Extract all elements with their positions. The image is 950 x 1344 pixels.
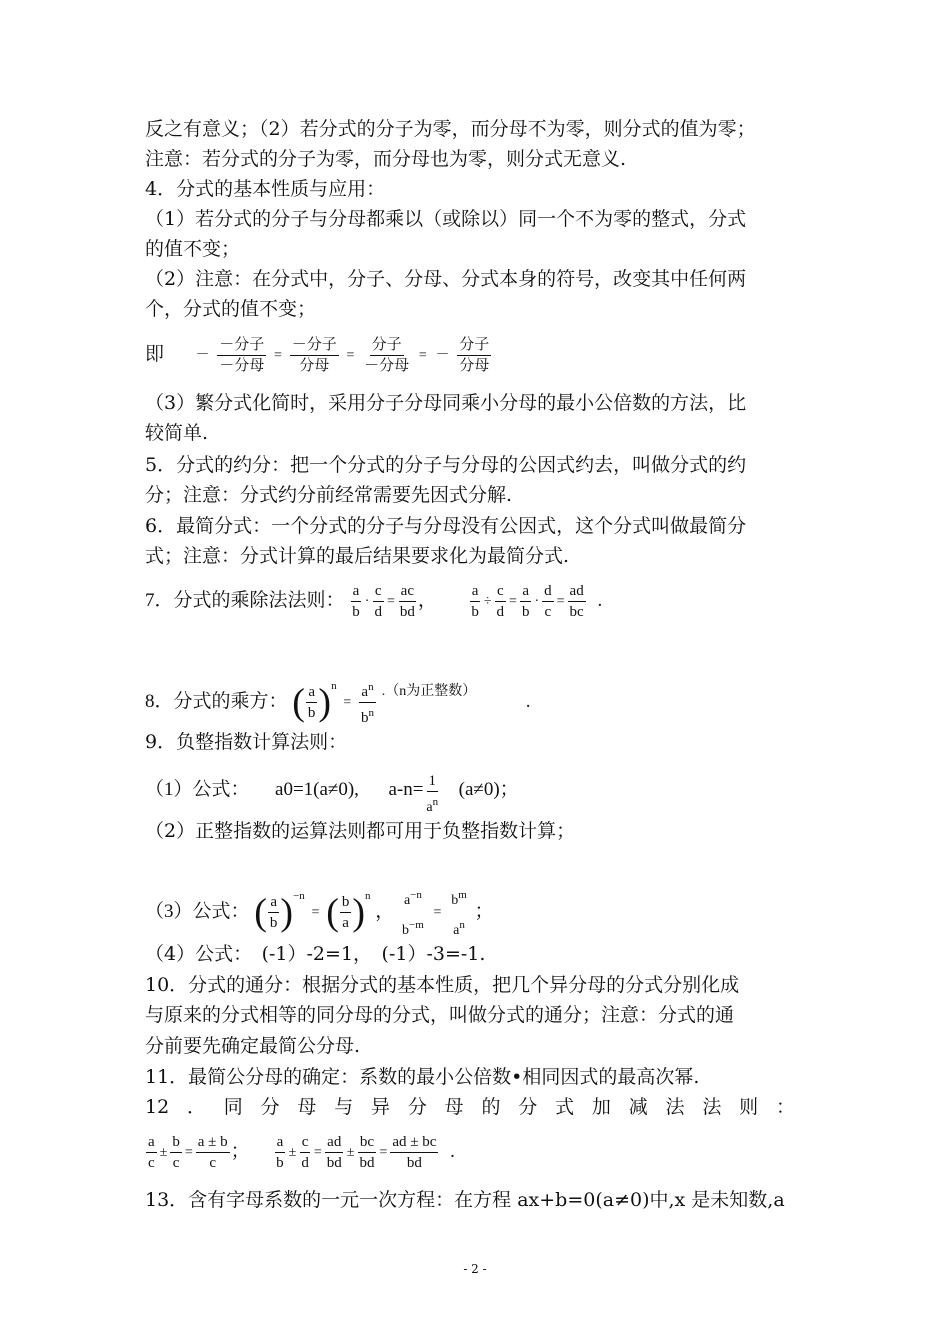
fraction: $\frac{a}{b}$ bbox=[276, 1134, 284, 1172]
text-line: （2）正整指数的运算法则都可用于负整指数计算； bbox=[145, 820, 576, 842]
fraction: $a^{-n}$ $b^{-m}$ bbox=[402, 888, 424, 938]
text-line: （3）繁分式化简时，采用分子分母同乘小分母的最小公倍数的方法，比 bbox=[145, 392, 747, 414]
text-line: 13．含有字母系数的一元一次方程：在方程 ax+b=0(a≠0)中,x 是未知数,a bbox=[145, 1189, 785, 1211]
neg-exponent-formula-3: （3）公式： ( $\frac{a}{b}$ )$^{-n}$ = ( $\frac{b}{a}$ )$^n$ ， $a^{-n}$ $b^{-m}$ = $b^m$ $a^n$ ； bbox=[145, 866, 805, 943]
text-line: 个，分式的值不变； bbox=[145, 298, 317, 320]
fraction: $\frac{d}{c}$ bbox=[544, 583, 552, 621]
rule-label: 8．分式的乘方： bbox=[145, 691, 288, 712]
fraction: $\frac{ac}{bd}$ bbox=[399, 583, 415, 621]
fraction: $\frac{ad}{bc}$ bbox=[569, 583, 584, 621]
fraction: $\frac{c}{d}$ bbox=[301, 1134, 309, 1172]
fraction: $\frac{c}{d}$ bbox=[374, 583, 382, 621]
add-sub-rule: $\frac{a}{c}$ ± $\frac{b}{c}$ = $\frac{a \pm b}{c}$ ； $\frac{a}{b}$ ± $\frac{c}{d}$ = $\frac{ad}{bd}$ ± $\frac{bc}{bd}$ = $\frac{ad \pm bc}{bd}$ . bbox=[148, 1134, 455, 1172]
section-heading: 9．负整指数计算法则： bbox=[145, 731, 348, 753]
text-line: 6．最简分式：一个分式的分子与分母没有公因式，这个分式叫做最简分 bbox=[145, 515, 747, 537]
fraction: $\frac{bc}{bd}$ bbox=[359, 1134, 375, 1172]
text-line: （1）若分式的分子与分母都乘以（或除以）同一个不为零的整式，分式 bbox=[145, 208, 747, 230]
text-line: （4）公式： (-1）-2=1， (-1）-3=-1. bbox=[145, 943, 486, 965]
section-heading: 4．分式的基本性质与应用： bbox=[145, 178, 386, 200]
fraction: $\frac{a}{b}$ bbox=[269, 894, 278, 932]
text-line: 10．分式的通分：根据分式的基本性质，把几个异分母的分式分别化成 bbox=[145, 974, 740, 996]
text-line: 的值不变； bbox=[145, 238, 241, 260]
rule-label: 7．分式的乘除法法则： bbox=[145, 590, 345, 611]
sign-rule-formula: 即 － $\frac{\text{－分子}}{\text{－分母}}$ = $\frac{\text{－分子}}{\text{分母}}$ = $\frac{\text{分子}}{\text{－分母}}$ = － $\frac{\text{分子}}{\text{分母}}$ bbox=[145, 337, 490, 375]
fraction: $\frac{ad}{bd}$ bbox=[326, 1134, 342, 1172]
fraction: $\frac{\text{－分子}}{\text{分母}}$ bbox=[291, 337, 337, 375]
fraction: $\frac{a}{c}$ bbox=[148, 1134, 155, 1172]
fraction: $\frac{\text{分子}}{\text{－分母}}$ bbox=[364, 337, 410, 375]
text-line: （2）注意：在分式中，分子、分母、分式本身的符号，改变其中任何两 bbox=[145, 268, 747, 290]
minus-sign: － bbox=[195, 347, 210, 363]
fraction: $\frac{a}{b}$ bbox=[307, 684, 316, 722]
neg-exponent-formula-1: （1）公式： a0=1(a≠0), a-n= $\frac{1}{a^n}$ (a≠0)； bbox=[145, 768, 805, 818]
fraction: $\frac{a}{b}$ bbox=[352, 583, 360, 621]
fraction: $\frac{a}{b}$ bbox=[521, 583, 530, 621]
note: .（n为正整数） bbox=[381, 684, 477, 699]
fraction: $\frac{c}{d}$ bbox=[496, 583, 505, 621]
fraction: $\frac{ad \pm bc}{bd}$ bbox=[392, 1134, 437, 1172]
text-line: 注意：若分式的分子为零，而分母也为零，则分式无意义. bbox=[145, 148, 627, 170]
fraction: $\frac{b}{a}$ bbox=[341, 894, 350, 932]
mult-div-rule: 7．分式的乘除法法则： $\frac{a}{b}$ · $\frac{c}{d}$ = $\frac{ac}{bd}$ ， $\frac{a}{b}$ ÷ $\frac{c}{d}$ = $\frac{a}{b}$ · $\frac{d}{c}$ = $\frac{ad}{bc}$ . bbox=[145, 583, 603, 621]
fraction: $\frac{a \pm b}{c}$ bbox=[197, 1134, 228, 1172]
section-heading-justified: 12 ． 同 分 母 与 异 分 母 的 分 式 加 减 法 法 则 ： bbox=[145, 1096, 795, 1118]
formula-label: （1）公式： bbox=[145, 779, 250, 800]
fraction: $\frac{a}{b}$ bbox=[471, 583, 479, 621]
text-line: 5．分式的约分：把一个分式的分子与分母的公因式约去，叫做分式的约 bbox=[145, 454, 747, 476]
fraction: $\frac{\text{分子}}{\text{分母}}$ bbox=[459, 337, 490, 375]
text-line: 式；注意：分式计算的最后结果要求化为最简分式. bbox=[145, 545, 570, 567]
page-number: - 2 - bbox=[463, 1262, 487, 1276]
fraction: $\frac{a^n}{b^n}$ bbox=[359, 677, 376, 728]
fraction: $\frac{\text{－分子}}{\text{－分母}}$ bbox=[219, 337, 265, 375]
text-line: 分；注意：分式约分前经常需要先因式分解. bbox=[145, 484, 513, 506]
fraction: $b^m$ $a^n$ bbox=[451, 888, 467, 938]
text-line: 反之有意义；（2）若分式的分子为零，而分母不为零，则分式的值为零； bbox=[145, 118, 756, 140]
text-line: 较简单. bbox=[145, 422, 209, 444]
power-rule: 8．分式的乘方： ( $\frac{a}{b}$ )$^n$ = $\frac{a^n}{b^n}$ $^{.(n为正整数)}$ . bbox=[145, 656, 805, 733]
fraction: $\frac{b}{c}$ bbox=[172, 1134, 180, 1172]
text-line: 分前要先确定最简公分母. bbox=[145, 1035, 361, 1057]
fraction: $\frac{1}{a^n}$ bbox=[426, 773, 439, 815]
formula-label: （3）公式： bbox=[145, 901, 250, 922]
text-line: 与原来的分式相等的同分母的分式，叫做分式的通分；注意：分式的通 bbox=[145, 1004, 735, 1026]
formula-label: 即 bbox=[145, 344, 165, 365]
text-line: 11．最简公分母的确定：系数的最小公倍数•相同因式的最高次幂. bbox=[145, 1066, 700, 1088]
